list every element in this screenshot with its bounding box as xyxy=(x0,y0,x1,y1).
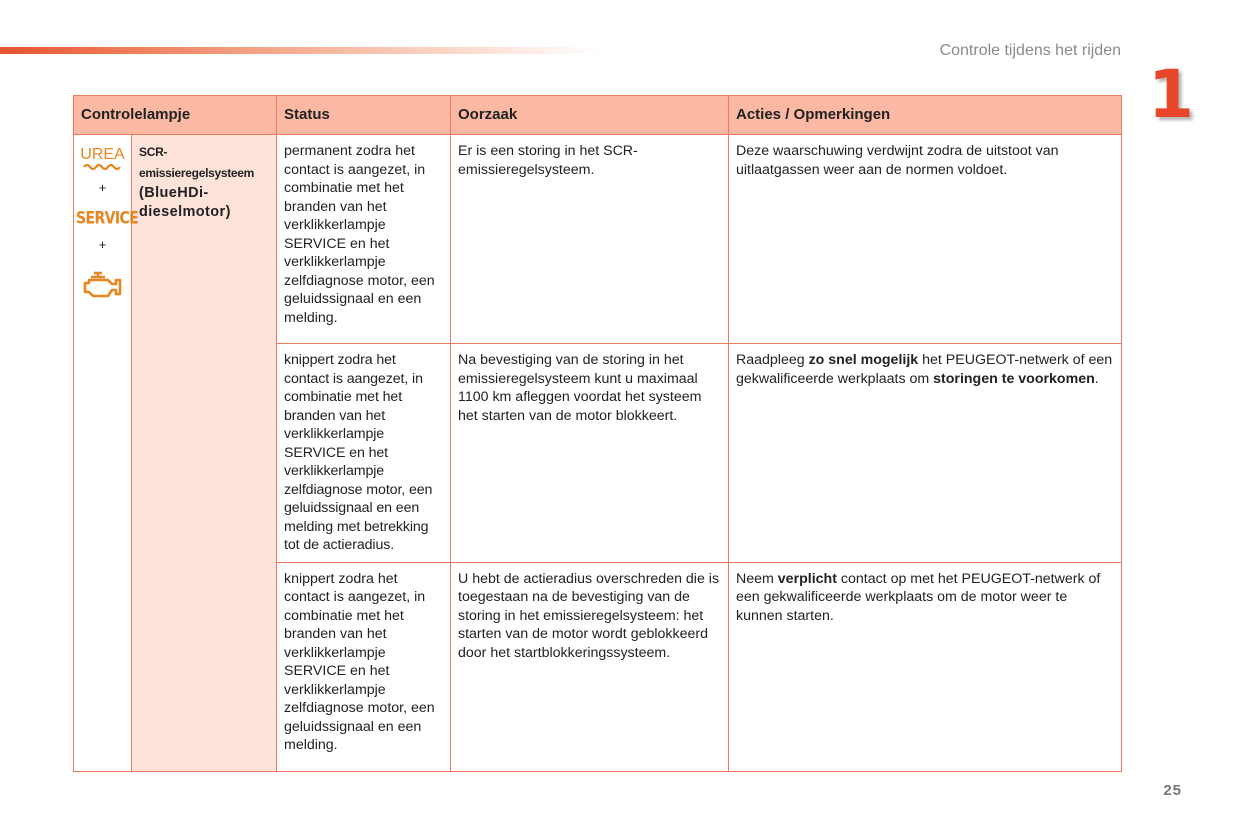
status-cell: knippert zodra het contact is aangezet, in combinatie met het branden van het verklikkerlampje SERVICE en het verklikkerlampje zelfdiagnose motor, een geluidssignaal en een melding. xyxy=(277,562,451,771)
column-header-acties: Acties / Opmerkingen xyxy=(729,96,1122,135)
page-number: 25 xyxy=(1163,782,1182,799)
action-emphasis: storingen te voorkomen xyxy=(933,370,1095,387)
indicator-name-line: (BlueHDi- xyxy=(139,185,209,201)
cause-cell: Er is een storing in het SCR-emissieregelsysteem. xyxy=(451,135,729,344)
indicator-name-line: SCR- xyxy=(139,145,168,159)
action-cell xyxy=(729,562,1122,771)
header-accent-bar xyxy=(0,47,600,54)
action-text: Neem xyxy=(736,570,778,587)
section-title: Controle tijdens het rijden xyxy=(939,42,1121,59)
urea-icon xyxy=(76,147,129,171)
action-text: contact op met het PEUGEOT-netwerk of een gekwalificeerde werkplaats om de motor weer te kunnen starten. xyxy=(736,570,1101,624)
engine-check-icon xyxy=(81,269,125,301)
action-text: . xyxy=(1094,370,1099,387)
cause-cell: U hebt de actieradius overschreden die is toegestaan na de bevestiging van de storing in het emissieregelsysteem: het starten van de motor wordt geblokkeerd door het startblokkeringssysteem. xyxy=(451,562,729,771)
urea-icon-label: UREA xyxy=(80,146,125,163)
action-emphasis: zo snel mogelijk xyxy=(808,352,919,368)
chapter-number: 1 xyxy=(1148,56,1194,133)
column-header-controlelampje: Controlelampje xyxy=(74,96,277,135)
table-header-row xyxy=(74,96,1122,135)
action-emphasis: verplicht xyxy=(777,570,837,587)
column-header-oorzaak: Oorzaak xyxy=(451,96,729,135)
urea-wave-icon xyxy=(83,163,123,171)
indicator-name-line: emissieregelsysteem xyxy=(139,166,255,180)
indicator-name-cell xyxy=(132,135,277,772)
cause-cell: Na bevestiging van de storing in het emissieregelsysteem kunt u maximaal 1100 km afleggen voordat het systeem het starten van de motor blokkeert. xyxy=(451,344,729,563)
status-cell: permanent zodra het contact is aangezet, in combinatie met het branden van het verklikkerlampje SERVICE en het verklikkerlampje zelfdiagnose motor, een geluidssignaal en een melding. xyxy=(277,135,451,344)
indicator-name-line: dieselmotor) xyxy=(139,203,231,220)
indicator-icons-cell xyxy=(74,135,139,772)
table-row xyxy=(74,135,1122,344)
action-text: Raadpleeg xyxy=(736,352,809,368)
warning-lamp-table xyxy=(73,95,1122,772)
column-header-status: Status xyxy=(277,96,451,135)
action-cell: Deze waarschuwing verdwijnt zodra de uitstoot van uitlaatgassen weer aan de normen voldoet. xyxy=(729,135,1122,344)
action-cell xyxy=(729,344,1122,563)
action-text: het PEUGEOT-netwerk of een gekwalificeerde werkplaats om xyxy=(736,352,1113,387)
plus-sign: + xyxy=(98,237,107,252)
plus-sign: + xyxy=(98,180,107,195)
service-icon: SERVICE xyxy=(76,208,139,229)
status-cell: knippert zodra het contact is aangezet, in combinatie met het branden van het verklikkerlampje SERVICE en het verklikkerlampje zelfdiagnose motor, een geluidssignaal en een melding met betrekking tot de actieradius. xyxy=(277,344,451,563)
